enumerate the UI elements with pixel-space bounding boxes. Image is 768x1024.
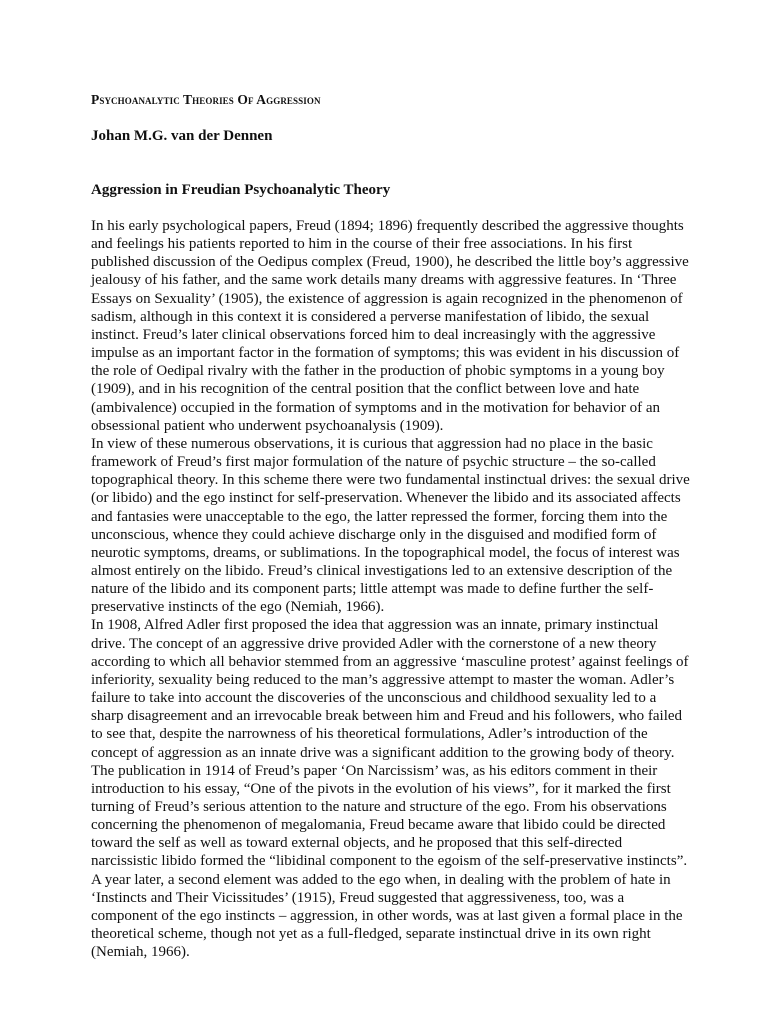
- document-title: Psychoanalytic Theories Of Aggression: [91, 92, 321, 107]
- document-content: [91, 91, 691, 961]
- paragraph: The publication in 1914 of Freud’s paper ‘On Narcissism’ was, as his editors comment in their introduction to his essay, “One of the pivots in the evolution of his views”, for it marked the first turning of Freud’s serious attention to the nature and structure of the ego. From his observations concerning the phenomenon of megalomania, Freud became aware that libido could be directed toward the self as well as toward external objects, and he proposed that this self-directed narcissistic libido formed the “libidinal component to the egoism of the self-preservative instincts”. A year later, a second element was added to the ego when, in dealing with the problem of hate in ‘Instincts and Their Vicissitudes’ (1915), Freud suggested that aggressiveness, too, was a component of the ego instincts – aggression, in other words, was at last given a formal place in the theoretical scheme, though not yet as a full-fledged, separate instinctual drive in its own right (Nemiah, 1966).: [91, 762, 688, 961]
- author-name: Johan M.G. van der Dennen: [91, 128, 273, 144]
- section-heading: Aggression in Freudian Psychoanalytic Theory: [91, 182, 391, 198]
- paragraph: In view of these numerous observations, it is curious that aggression had no place in the basic framework of Freud’s first major formulation of the nature of psychic structure – the so-called topographical theory. In this scheme there were two fundamental instinctual drives: the sexual drive (or libido) and the ego instinct for self-preservation. Whenever the libido and its associated affects and fantasies were unacceptable to the ego, the latter repressed the former, forcing them into the unconscious, whence they could achieve discharge only in the disguised and modified form of neurotic symptoms, dreams, or sublimations. In the topographical model, the focus of interest was almost entirely on the libido. Freud’s clinical investigations led to an extensive description of the nature of the libido and its component parts; little attempt was made to define further the self-preservative instincts of the ego (Nemiah, 1966).: [91, 435, 690, 616]
- body-text: [91, 217, 691, 961]
- paragraph: In 1908, Alfred Adler first proposed the idea that aggression was an innate, primary instinctual drive. The concept of an aggressive drive provided Adler with the cornerstone of a new theory according to which all behavior stemmed from an aggressive ‘masculine protest’ against feelings of inferiority, sexuality being reduced to the man’s aggressive attempt to master the woman. Adler’s failure to take into account the discoveries of the unconscious and childhood sexuality led to a sharp disagreement and an irrevocable break between him and Freud and his followers, who failed to see that, despite the narrowness of his theoretical formulations, Adler’s introduction of the concept of aggression as an innate drive was a significant addition to the growing body of theory.: [91, 617, 689, 761]
- paragraph: In his early psychological papers, Freud (1894; 1896) frequently described the aggressive thoughts and feelings his patients reported to him in the course of their free associations. In his first published discussion of the Oedipus complex (Freud, 1900), he described the little boy’s aggressive jealousy of his father, and the same work details many dreams with aggressive features. In ‘Three Essays on Sexuality’ (1905), the existence of aggression is again recognized in the phenomenon of sadism, although in this context it is considered a perverse manifestation of libido, the sexual instinct. Freud’s later clinical observations forced him to deal increasingly with the aggressive impulse as an important factor in the formation of symptoms; this was evident in his discussion of the role of Oedipal rivalry with the father in the production of phobic symptoms in a young boy (1909), and in his recognition of the central position that the conflict between love and hate (ambivalence) occupied in the formation of symptoms and in the motivation for behavior of an obsessional patient who underwent psychoanalysis (1909).: [91, 218, 689, 434]
